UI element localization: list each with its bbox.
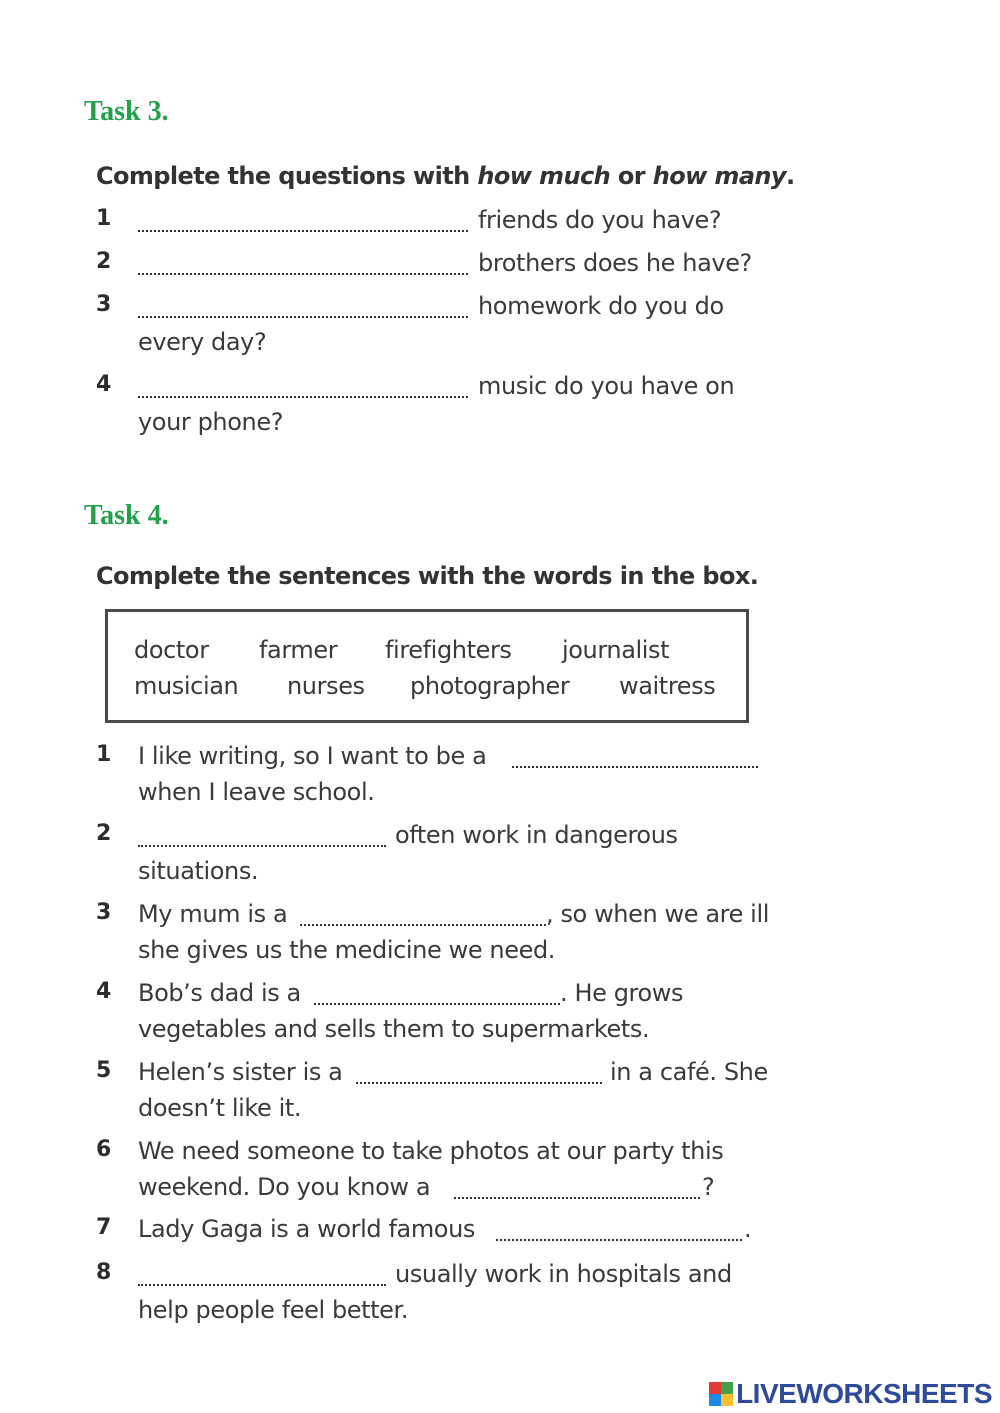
answer-blank[interactable] xyxy=(356,1082,602,1084)
question-text: brothers does he have? xyxy=(478,249,752,277)
answer-blank[interactable] xyxy=(138,845,386,847)
task4-title: Task 4. xyxy=(84,500,169,531)
word-firefighters: firefighters xyxy=(385,636,512,664)
word-photographer: photographer xyxy=(410,672,570,700)
question-number: 3 xyxy=(96,292,112,317)
word-farmer: farmer xyxy=(259,636,338,664)
sentence-number: 2 xyxy=(96,821,112,846)
sentence-text: My mum is a xyxy=(138,900,288,928)
word-journalist: journalist xyxy=(562,636,670,664)
answer-blank[interactable] xyxy=(300,924,546,926)
sentence-text-after: in a café. She xyxy=(610,1058,768,1086)
question-number: 4 xyxy=(96,372,112,397)
logo-square-green xyxy=(721,1382,733,1394)
word-nurses: nurses xyxy=(287,672,365,700)
task3-instruction-how-many: how many xyxy=(652,162,786,190)
liveworksheets-brand xyxy=(709,1379,992,1409)
word-box xyxy=(105,609,749,723)
sentence-text-line2: doesn’t like it. xyxy=(138,1094,302,1122)
sentence-number: 8 xyxy=(96,1260,112,1285)
logo-square-blue xyxy=(709,1394,721,1406)
answer-blank[interactable] xyxy=(454,1197,700,1199)
sentence-text: Bob’s dad is a xyxy=(138,979,301,1007)
question-text: friends do you have? xyxy=(478,206,722,234)
word-waitress: waitress xyxy=(619,672,716,700)
sentence-text-after: , so when we are ill xyxy=(546,900,769,928)
question-text-line2: your phone? xyxy=(138,408,284,436)
answer-blank[interactable] xyxy=(138,273,468,275)
sentence-text-line2: when I leave school. xyxy=(138,778,375,806)
sentence-text: Lady Gaga is a world famous xyxy=(138,1215,476,1243)
sentence-number: 3 xyxy=(96,900,112,925)
sentence-text: Helen’s sister is a xyxy=(138,1058,343,1086)
sentence-text-after: . He grows xyxy=(560,979,684,1007)
liveworksheets-logo-icon xyxy=(709,1382,733,1406)
question-text-line2: every day? xyxy=(138,328,267,356)
sentence-text: We need someone to take photos at our party this xyxy=(138,1137,724,1165)
answer-blank[interactable] xyxy=(314,1003,560,1005)
sentence-text: usually work in hospitals and xyxy=(395,1260,732,1288)
answer-blank[interactable] xyxy=(138,1284,386,1286)
task3-instruction-end: . xyxy=(785,162,795,190)
sentence-text-after: . xyxy=(744,1215,752,1243)
sentence-number: 4 xyxy=(96,979,112,1004)
question-number: 2 xyxy=(96,249,112,274)
sentence-text-line2: situations. xyxy=(138,857,259,885)
sentence-number: 7 xyxy=(96,1215,112,1240)
task3-instruction xyxy=(96,162,795,190)
sentence-text-line2: vegetables and sells them to supermarkets. xyxy=(138,1015,650,1043)
answer-blank[interactable] xyxy=(138,230,468,232)
liveworksheets-brand-text: LIVEWORKSHEETS xyxy=(736,1378,992,1409)
task3-instruction-or: or xyxy=(610,162,653,190)
sentence-number: 1 xyxy=(96,742,112,767)
task3-title: Task 3. xyxy=(84,96,169,127)
sentence-number: 6 xyxy=(96,1137,112,1162)
answer-blank[interactable] xyxy=(138,316,468,318)
sentence-text-after: ? xyxy=(702,1173,715,1201)
task4-instruction: Complete the sentences with the words in the box. xyxy=(96,562,759,590)
answer-blank[interactable] xyxy=(138,396,468,398)
sentence-text: I like writing, so I want to be a xyxy=(138,742,487,770)
word-musician: musician xyxy=(134,672,239,700)
question-text: homework do you do xyxy=(478,292,724,320)
answer-blank[interactable] xyxy=(496,1239,742,1241)
sentence-text-line2: weekend. Do you know a xyxy=(138,1173,431,1201)
sentence-number: 5 xyxy=(96,1058,112,1083)
sentence-text-line2: she gives us the medicine we need. xyxy=(138,936,556,964)
question-text: music do you have on xyxy=(478,372,735,400)
word-doctor: doctor xyxy=(134,636,209,664)
task3-instruction-pre: Complete the questions with xyxy=(96,162,478,190)
task3-instruction-how-much: how much xyxy=(477,162,611,190)
question-number: 1 xyxy=(96,206,112,231)
sentence-text: often work in dangerous xyxy=(395,821,678,849)
logo-square-yellow xyxy=(721,1394,733,1406)
logo-square-red xyxy=(709,1382,721,1394)
answer-blank[interactable] xyxy=(512,766,758,768)
sentence-text-line2: help people feel better. xyxy=(138,1296,409,1324)
